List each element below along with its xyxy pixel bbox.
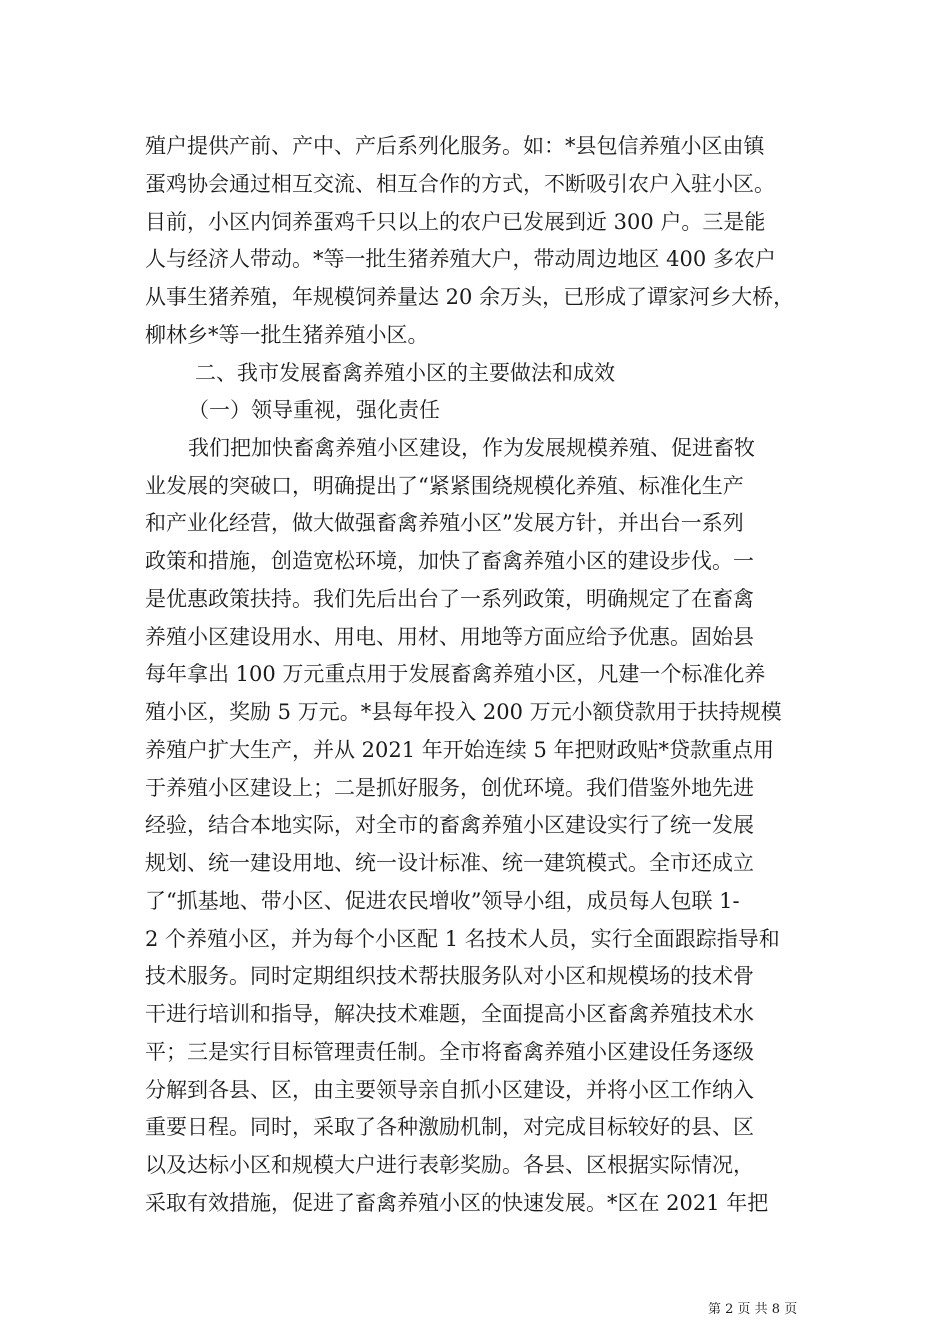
section-heading: 二、我市发展畜禽养殖小区的主要做法和成效 — [195, 361, 615, 385]
body-text-line: 养殖小区建设用水、用电、用材、用地等方面应给予优惠。固始县 — [145, 625, 754, 649]
body-text-line: 蛋鸡协会通过相互交流、相互合作的方式，不断吸引农户入驻小区。 — [145, 172, 775, 196]
body-text-line: 养殖户扩大生产，并从 2021 年开始连续 5 年把财政贴*贷款重点用 — [145, 738, 775, 762]
body-text-line: 经验，结合本地实际，对全市的畜禽养殖小区建设实行了统一发展 — [145, 813, 754, 837]
body-text-line: 殖小区，奖励 5 万元。*县每年投入 200 万元小额贷款用于扶持规模 — [145, 700, 782, 724]
body-text-line: 规划、统一建设用地、统一设计标准、统一建筑模式。全市还成立 — [145, 851, 754, 875]
body-text-line: 政策和措施，创造宽松环境，加快了畜禽养殖小区的建设步伐。一 — [145, 549, 754, 573]
body-text-line: 是优惠政策扶持。我们先后出台了一系列政策，明确规定了在畜禽 — [145, 587, 754, 611]
body-text-line: 分解到各县、区，由主要领导亲自抓小区建设，并将小区工作纳入 — [145, 1078, 754, 1102]
body-text-line: 重要日程。同时，采取了各种激励机制，对完成目标较好的县、区 — [145, 1115, 754, 1139]
body-text-line: 柳林乡*等一批生猪养殖小区。 — [145, 323, 429, 347]
body-text-line: 采取有效措施，促进了畜禽养殖小区的快速发展。*区在 2021 年把 — [145, 1191, 769, 1215]
body-text-line: 人与经济人带动。*等一批生猪养殖大户，带动周边地区 400 多农户 — [145, 247, 776, 271]
body-text-line: 2 个养殖小区，并为每个小区配 1 名技术人员，实行全面跟踪指导和 — [145, 927, 780, 951]
body-text-line: 干进行培训和指导，解决技术难题，全面提高小区畜禽养殖技术水 — [145, 1002, 754, 1026]
body-text-line: 于养殖小区建设上；二是抓好服务，创优环境。我们借鉴外地先进 — [145, 776, 754, 800]
body-text-line: 以及达标小区和规模大户进行表彰奖励。各县、区根据实际情况， — [145, 1153, 754, 1177]
body-text-line: 我们把加快畜禽养殖小区建设，作为发展规模养殖、促进畜牧 — [188, 436, 755, 460]
body-text-line: 平；三是实行目标管理责任制。全市将畜禽养殖小区建设任务逐级 — [145, 1040, 754, 1064]
subsection-heading: （一）领导重视，强化责任 — [188, 398, 440, 422]
body-text-line: 殖户提供产前、产中、产后系列化服务。如：*县包信养殖小区由镇 — [145, 134, 765, 158]
body-text-line: 每年拿出 100 万元重点用于发展畜禽养殖小区，凡建一个标准化养 — [145, 662, 766, 686]
body-text-line: 目前，小区内饲养蛋鸡千只以上的农户已发展到近 300 户。三是能 — [145, 210, 766, 234]
body-text-line: 技术服务。同时定期组织技术帮扶服务队对小区和规模场的技术骨 — [145, 964, 754, 988]
page-number: 第 2 页 共 8 页 — [708, 1302, 798, 1317]
body-text-line: 业发展的突破口，明确提出了“紧紧围绕规模化养殖、标准化生产 — [145, 474, 744, 498]
body-text-line: 从事生猪养殖，年规模饲养量达 20 余万头，已形成了谭家河乡大桥， — [145, 285, 795, 309]
body-text-line: 和产业化经营，做大做强畜禽养殖小区”发展方针，并出台一系列 — [145, 511, 744, 535]
body-text-line: 了“抓基地、带小区、促进农民增收”领导小组，成员每人包联 1- — [145, 889, 740, 913]
